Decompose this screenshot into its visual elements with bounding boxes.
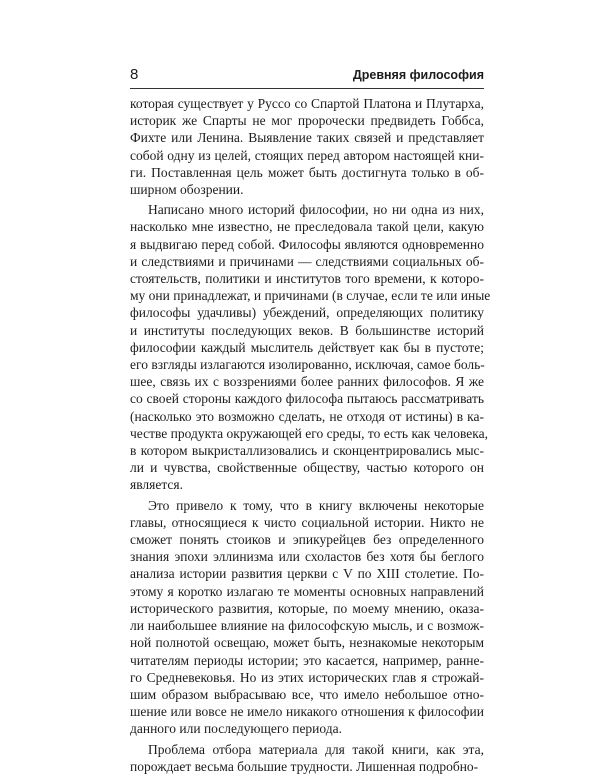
text-line: шее, связь их с воззрениями более ранних философов. Я же bbox=[130, 374, 484, 390]
text-line: философы удачливы) убеждений, определяющих политику bbox=[130, 305, 484, 321]
text-line: ли наибольшее влияние на философскую мысль, и с возмож- bbox=[130, 618, 484, 634]
paragraph bbox=[130, 201, 491, 493]
page-header bbox=[130, 66, 484, 88]
text-line: му они принадлежат, и причинами (в случае, если те или иные bbox=[130, 288, 491, 304]
text-line: философии каждый мыслитель действует как бы в пустоте; bbox=[130, 339, 484, 355]
running-title: Древняя философия bbox=[352, 68, 484, 82]
text-line: этому я коротко излагаю те моменты основных направлений bbox=[130, 583, 484, 599]
text-line: является. bbox=[130, 477, 183, 493]
text-line: его взгляды излагаются изолированно, исключая, самое боль- bbox=[130, 357, 485, 373]
text-line: со своей стороны каждого философа пытаюсь рассматривать bbox=[130, 391, 484, 407]
text-line: шим образом выбрасываю все, что имело небольшое отно- bbox=[130, 686, 484, 702]
text-line: историк же Спарты не мог пророчески предвидеть Гоббса, bbox=[130, 113, 484, 129]
text-line: ной полнотой освещаю, может быть, незнакомые некоторым bbox=[130, 635, 484, 651]
text-line: ли и чувства, свойственные обществу, частью которого он bbox=[130, 460, 484, 476]
text-line: (насколько это возможно сделать, не отходя от истины) в ка- bbox=[130, 408, 484, 424]
text-line: исторического развития, которые, по моему мнению, оказа- bbox=[130, 600, 484, 616]
paragraph bbox=[130, 95, 484, 198]
text-line: и следствиями и причинами — следствиями социальных об- bbox=[130, 253, 484, 269]
header-rule bbox=[130, 88, 484, 89]
text-line: ширном обозрении. bbox=[130, 182, 244, 198]
text-line: Написано много историй философии, но ни одна из них, bbox=[148, 202, 484, 218]
text-line: я выдвигаю перед собой. Философы являются одновременно bbox=[130, 236, 484, 252]
text-line: которая существует у Руссо со Спартой Платона и Плутарха, bbox=[130, 96, 484, 111]
text-line: Фихте или Ленина. Выявление таких связей и представляет bbox=[130, 130, 484, 146]
page-number: 8 bbox=[130, 66, 139, 83]
text-line: стоятельств, политики и институтов того времени, к которо- bbox=[130, 271, 484, 287]
text-line: знания эпохи эллинизма или схоластов без хотя бы беглого bbox=[130, 549, 484, 565]
body-text bbox=[130, 95, 491, 775]
text-line: ги. Поставленная цель может быть достигнута только в об- bbox=[130, 164, 484, 180]
text-line: Проблема отбора материала для такой книги, как эта, bbox=[148, 741, 484, 757]
text-line: анализа истории развития церкви с V по XIII столетие. По- bbox=[130, 566, 484, 582]
text-line: читателям периоды истории; это касается, например, ранне- bbox=[130, 652, 484, 668]
text-line: и институты последующих веков. В большинстве историй bbox=[130, 322, 484, 338]
paragraph bbox=[130, 497, 484, 738]
text-line: данного или последующего периода. bbox=[130, 721, 343, 737]
text-line: в котором выкристаллизовались и сконцентрировались мыс- bbox=[130, 443, 484, 459]
text-line: порождает весьма большие трудности. Лишенная подробно- bbox=[130, 758, 479, 774]
text-line: Это привело к тому, что в книгу включены некоторые bbox=[148, 497, 484, 513]
text-line: собой одну из целей, стоящих перед автором настоящей кни- bbox=[130, 147, 484, 163]
text-line: го Средневековья. Но из этих исторических глав я строжай- bbox=[130, 669, 484, 685]
paragraph bbox=[130, 741, 484, 775]
text-line: шение или вовсе не имело никакого отношения к философии bbox=[130, 704, 484, 720]
text-line: главы, относящиеся к чисто социальной истории. Никто не bbox=[130, 514, 484, 530]
text-line: насколько мне известно, не преследовала такой цели, какую bbox=[130, 219, 484, 235]
text-line: сможет понять стоиков и эпикурейцев без определенного bbox=[130, 532, 484, 548]
text-line: честве продукта окружающей его среды, то есть как человека, bbox=[130, 425, 489, 441]
